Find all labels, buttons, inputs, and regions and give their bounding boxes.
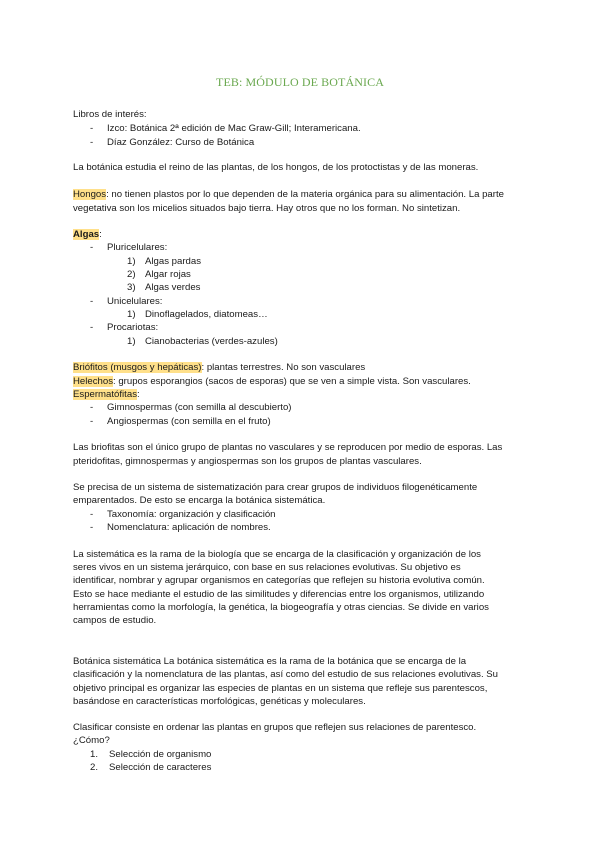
briofitas-paragraph-line: pteridofitas, gimnospermas y angiospermas son los grupos de plantas vasculares.: [73, 456, 422, 467]
list-number: 1): [127, 256, 136, 267]
sistematica-paragraph-line: herramientas como la morfología, la genética, la biogeografía y otras ciencias. Se divide en varios: [73, 602, 489, 613]
intro-paragraph: La botánica estudia el reino de las plantas, de los hongos, de los protoctistas y de las moneras.: [73, 162, 479, 173]
list-number: 1): [127, 309, 136, 320]
briofitos-text: : plantas terrestres. No son vasculares: [201, 362, 366, 373]
hongos-text: : no tienen plastos por lo que dependen de la materia orgánica para su alimentación. La parte: [106, 189, 504, 200]
espermatofitas-heading: [73, 389, 140, 401]
espermatofitas-colon: :: [137, 389, 140, 400]
clasificar-line: Clasificar consiste en ordenar las plantas en grupos que reflejen sus relaciones de parentesco.: [73, 722, 477, 733]
bullet-dash: -: [90, 137, 94, 148]
sistematica-paragraph-line: identificar, nombrar y agrupar organismos en categorías que reflejen su historia evolutiva común.: [73, 575, 485, 586]
list-number: 1.: [90, 749, 99, 760]
bullet-dash: -: [90, 322, 94, 333]
espermatofitas-term: Espermatófitas: [73, 389, 137, 400]
botanica-sistematica-line: clasificación y la nomenclatura de las plantas, así como del estudio de sus relaciones evolutivas. Su: [73, 669, 499, 680]
list-number: 2): [127, 269, 136, 280]
algas-subitem: Dinoflagelados, diatomeas…: [145, 309, 268, 320]
algas-heading: [73, 229, 102, 241]
botanica-sistematica-line: objetivo principal es organizar las especies de plantas en un sistema que refleje sus parentescos,: [73, 683, 488, 694]
sistematizacion-item: Taxonomía: organización y clasificación: [107, 509, 276, 520]
botanica-sistematica-line: Botánica sistemática La botánica sistemática es la rama de la botánica que se encarga de la: [73, 656, 467, 667]
briofitos-line: [73, 362, 365, 374]
briofitas-paragraph-line: Las briofitas son el único grupo de plantas no vasculares y se reproducen por medio de esporas. Las: [73, 442, 503, 453]
bullet-dash: -: [90, 522, 94, 533]
espermatofitas-item: Angiospermas (con semilla en el fruto): [107, 416, 271, 427]
briofitos-term: Briófitos (musgos y hepáticas): [73, 362, 202, 373]
espermatofitas-item: Gimnospermas (con semilla al descubierto): [107, 402, 292, 413]
bullet-dash: -: [90, 509, 94, 520]
algas-subitem: Algas verdes: [145, 282, 201, 293]
sistematica-paragraph-line: seres vivos en un sistema jerárquico, con base en sus relaciones evolutivas. Su objetivo es: [73, 562, 461, 573]
list-number: 3): [127, 282, 136, 293]
clasificar-item: Selección de organismo: [109, 749, 212, 760]
bullet-dash: -: [90, 123, 94, 134]
botanica-sistematica-line: basándose en características morfológicas, genéticas y moleculares.: [73, 696, 366, 707]
algas-subitem: Cianobacterias (verdes-azules): [145, 336, 278, 347]
helechos-line: [73, 376, 471, 388]
page-title: TEB: MÓDULO DE BOTÁNICA: [216, 75, 384, 89]
libros-heading: Libros de interés:: [73, 109, 147, 120]
clasificar-item: Selección de caracteres: [109, 762, 212, 773]
clasificar-line: ¿Cómo?: [73, 735, 110, 746]
sistematizacion-line: emparentados. De esto se encarga la botánica sistemática.: [73, 495, 326, 506]
sistematica-paragraph-line: campos de estudio.: [73, 615, 157, 626]
sistematizacion-item: Nomenclatura: aplicación de nombres.: [107, 522, 271, 533]
sistematica-paragraph-line: Esto se hace mediante el estudio de las similitudes y diferencias entre los organismos, utilizando: [73, 589, 485, 600]
algas-group-label: Procariotas:: [107, 322, 159, 333]
libro-item: Díaz González: Curso de Botánica: [107, 137, 255, 148]
algas-term: Algas: [73, 229, 100, 240]
bullet-dash: -: [90, 242, 94, 253]
list-number: 2.: [90, 762, 99, 773]
hongos-line-1: [73, 189, 504, 201]
sistematizacion-line: Se precisa de un sistema de sistematización para crear grupos de individuos filogenéticamente: [73, 482, 478, 493]
list-number: 1): [127, 336, 136, 347]
helechos-text: : grupos esporangios (sacos de esporas) que se ven a simple vista. Son vasculares.: [113, 376, 471, 387]
bullet-dash: -: [90, 402, 94, 413]
algas-colon: :: [99, 229, 102, 240]
helechos-term: Helechos: [73, 376, 113, 387]
hongos-term: Hongos: [73, 189, 107, 200]
algas-subitem: Algar rojas: [145, 269, 191, 280]
algas-subitem: Algas pardas: [145, 256, 201, 267]
libro-item: Izco: Botánica 2ª edición de Mac Graw-Gill; Interamericana.: [107, 123, 361, 134]
bullet-dash: -: [90, 296, 94, 307]
bullet-dash: -: [90, 416, 94, 427]
algas-group-label: Unicelulares:: [107, 296, 163, 307]
sistematica-paragraph-line: La sistemática es la rama de la biología que se encarga de la clasificación y organización de los: [73, 549, 481, 560]
hongos-line-2: vegetativa son los micelios situados bajo tierra. Hay otros que no los forman. No sintetizan.: [73, 203, 461, 214]
algas-group-label: Pluricelulares:: [107, 242, 168, 253]
